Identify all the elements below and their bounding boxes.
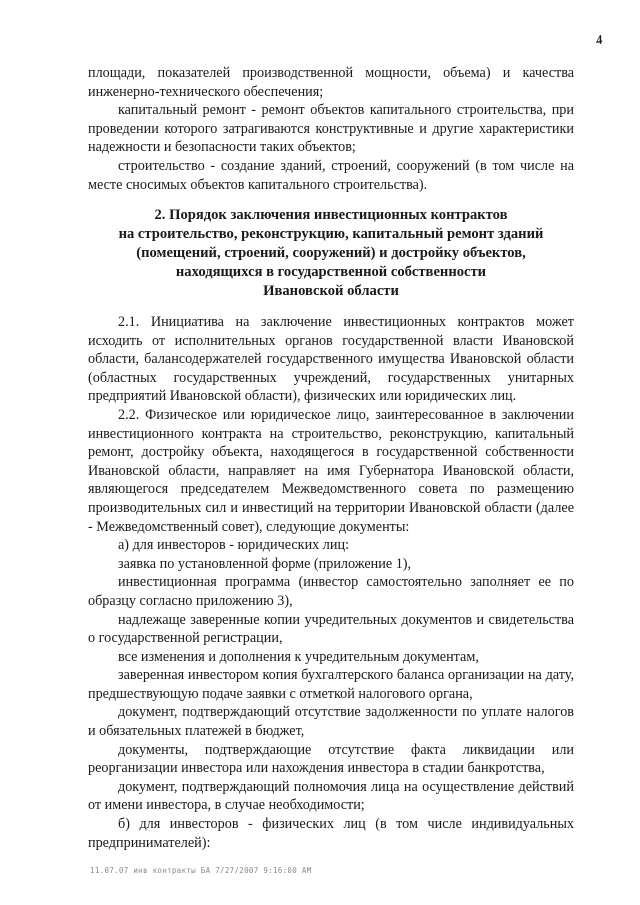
section-body xyxy=(88,313,574,852)
list-item: заверенная инвестором копия бухгалтерского баланса организации на дату, предшествующую подаче заявки с отметкой налогового органа, xyxy=(88,667,574,702)
heading-line: (помещений, строений, сооружений) и достройку объектов, xyxy=(136,245,526,261)
list-intro-legal: а) для инвесторов - юридических лиц: xyxy=(118,537,350,554)
heading-line: на строительство, реконструкцию, капитальный ремонт зданий xyxy=(118,226,544,242)
heading-line: находящихся в государственной собственности xyxy=(175,264,487,280)
list-intro-individuals: б) для инвесторов - физических лиц (в том числе индивидуальных предпринимателей): xyxy=(88,816,574,851)
heading-line: 2. Порядок заключения инвестиционных контрактов xyxy=(154,207,508,223)
list-item: надлежаще заверенные копии учредительных документов и свидетельства о государственной регистрации, xyxy=(88,611,574,647)
page-number: 4 xyxy=(593,31,604,48)
list-item: документ, подтверждающий полномочия лица на осуществление действий от имени инвестора, в случае необходимости; xyxy=(88,778,574,814)
paragraph: капитальный ремонт - ремонт объектов капитального строительства, при проведении которого затрагиваются конструктивные и другие характеристики надежности и безопасности таких объектов; xyxy=(88,102,574,156)
paragraph-2-2: 2.2. Физическое или юридическое лицо, заинтересованное в заключении инвестиционного контракта на строительство, реконструкцию, капитальный ремонт, достройку объекта, находящегося в государственной собственности Ивановской области, направляет на имя Губернатора Ивановской области, являющегося председателем Межведомственного совета по размещению производительных сил и инвестиций на территории Ивановской области (далее - Межведомственный совет), следующие документы: xyxy=(88,406,574,535)
list-item: документ, подтверждающий отсутствие задолженности по уплате налогов и обязательных платежей в бюджет, xyxy=(88,704,574,740)
file-footer: 11.07.07 инв контракты БА 7/27/2007 9:16:00 AM xyxy=(90,866,312,875)
list-item: все изменения и дополнения к учредительным документам, xyxy=(118,648,479,665)
paragraph: площади, показателей производственной мощности, объема) и качества инженерно-технического обеспечения; xyxy=(88,65,574,100)
heading-line: Ивановской области xyxy=(263,283,399,299)
list-item: документы, подтверждающие отсутствие факта ликвидации или реорганизации инвестора или нахождения инвестора в стадии банкротства, xyxy=(88,741,574,777)
list-item: заявка по установленной форме (приложение 1), xyxy=(118,555,412,572)
section-heading xyxy=(88,206,574,301)
list-item: инвестиционная программа (инвестор самостоятельно заполняет ее по образцу согласно приложению 3), xyxy=(88,574,574,609)
definitions-block xyxy=(88,64,574,194)
paragraph-2-1: 2.1. Инициатива на заключение инвестиционных контрактов может исходить от исполнительных органов государственной власти Ивановской области, балансодержателей государственного имущества Ивановской области (областных государственных учреждений, государственных унитарных предприятий Ивановской области), физических или юридических лиц. xyxy=(88,314,574,405)
paragraph: строительство - создание зданий, строений, сооружений (в том числе на месте сносимых объектов капитального строительства). xyxy=(88,157,574,193)
